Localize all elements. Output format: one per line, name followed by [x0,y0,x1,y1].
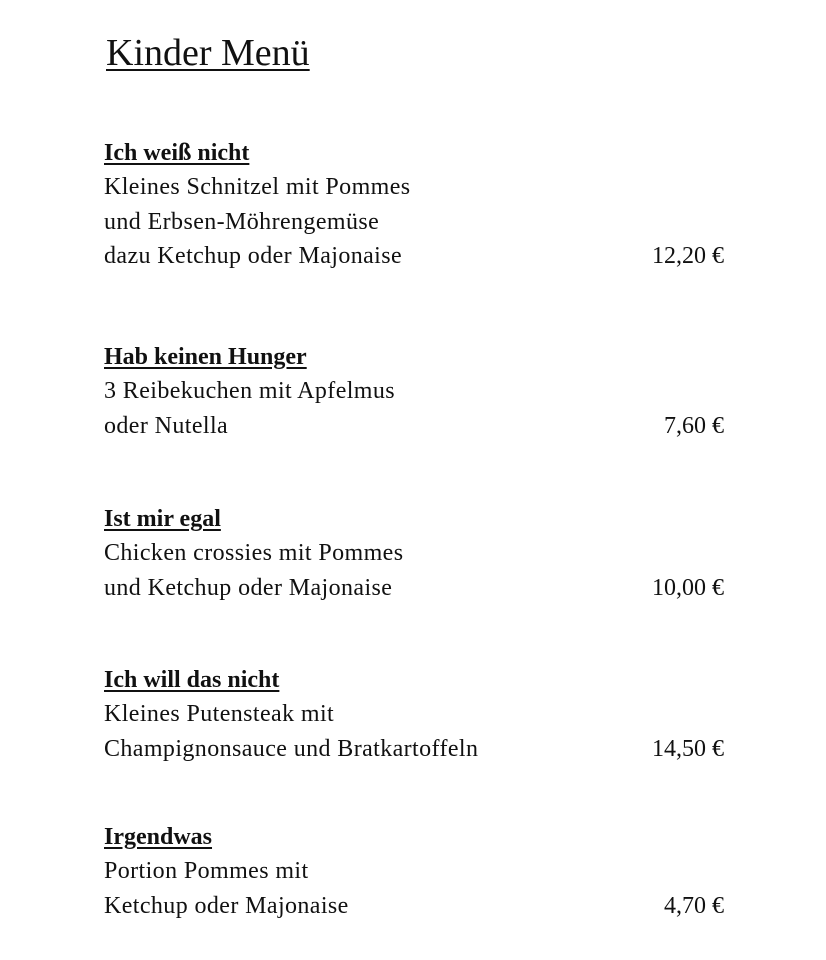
menu-item-price: 12,20 € [652,243,724,269]
menu-item-description: und Ketchup oder Majonaise [104,574,393,601]
menu-item-description: Champignonsauce und Bratkartoffeln [104,735,479,762]
menu-item-price: 7,60 € [664,412,724,439]
menu-item-name: Ich will das nicht [104,667,280,693]
menu-item-description: Kleines Schnitzel mit Pommes [104,174,411,200]
menu-item-price: 10,00 € [652,574,724,601]
menu-item [104,663,724,766]
menu-item-description: Chicken crossies mit Pommes [104,540,404,566]
menu-item [104,502,724,605]
menu-item-line [104,239,724,274]
menu-item-line [104,889,724,924]
menu-item [104,340,724,443]
menu-item-line [104,170,724,205]
menu-item-description: oder Nutella [104,412,229,439]
menu-item-price: 4,70 € [664,892,724,919]
menu-item-line [104,571,724,606]
menu-item-name: Hab keinen Hunger [104,344,307,370]
menu-item [104,820,724,923]
menu-title: Kinder Menü [106,32,310,74]
menu-item-description: Ketchup oder Majonaise [104,892,349,919]
menu-item-name: Irgendwas [104,824,213,850]
menu-item-line [104,732,724,767]
menu-item [104,136,724,274]
menu-item-description: und Erbsen-Möhrengemüse [104,208,380,235]
menu-item-line [104,205,724,240]
menu-item-line [104,409,724,444]
menu-item-description: dazu Ketchup oder Majonaise [104,243,403,269]
menu-item-description: Kleines Putensteak mit [104,701,335,727]
menu-item-name: Ich weiß nicht [104,140,250,166]
menu-item-line [104,536,724,571]
menu-item-line [104,854,724,889]
menu-item-line [104,697,724,732]
menu-item-line [104,374,724,409]
menu-item-description: Portion Pommes mit [104,858,309,884]
menu-item-price: 14,50 € [652,735,724,762]
menu-item-name: Ist mir egal [104,506,221,532]
menu-item-description: 3 Reibekuchen mit Apfelmus [104,378,396,404]
